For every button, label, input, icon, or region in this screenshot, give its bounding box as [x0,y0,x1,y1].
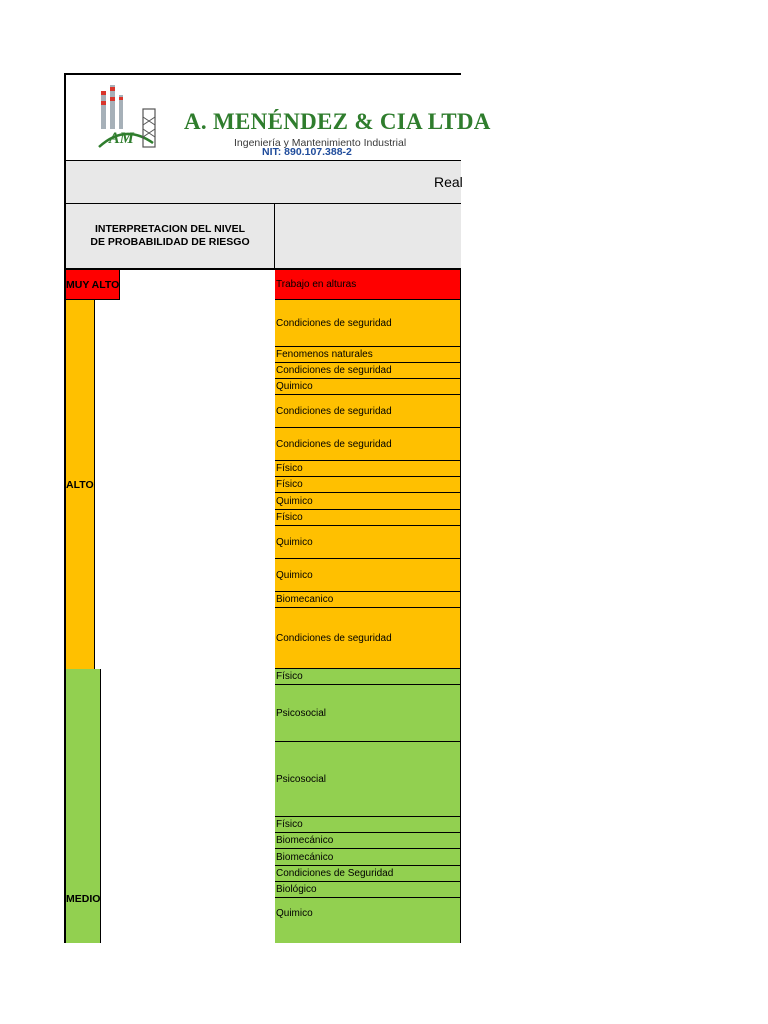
list-item: Quimico [275,493,461,510]
list-item: Quimico [275,898,461,943]
list-item: Quimico [275,379,461,395]
company-nit: NIT: 890.107.388-2 [262,146,352,158]
list-item: Físico [275,817,461,833]
list-item: Condiciones de seguridad [275,428,461,461]
list-item: Físico [275,510,461,526]
column-header-interpretation: INTERPRETACION DEL NIVEL DE PROBABILIDAD DE RIESGO [64,204,275,270]
list-item: Físico [275,461,461,477]
list-item: Biomecanico [275,592,461,608]
plant-icon [95,103,161,155]
list-item: Psicosocial [275,742,461,817]
title-row [64,161,461,204]
list-item: Condiciones de seguridad [275,608,461,669]
list-item: Fenomenos naturales [275,347,461,363]
svg-text:AM: AM [109,130,134,147]
level-medio: MEDIO [64,669,101,943]
list-item: Físico [275,477,461,493]
list-item: Condiciones de seguridad [275,300,461,347]
page-title: Real [434,174,463,190]
list-item: Biomecánico [275,833,461,849]
risk-table-sheet [64,73,491,943]
list-item: Quimico [275,526,461,559]
header-logo-row [64,73,491,161]
level-muy-alto: MUY ALTO [64,270,120,300]
company-subtitle: Ingeniería y Mantenimiento Industrial [234,137,407,149]
list-item: Condiciones de seguridad [275,395,461,428]
list-item: Trabajo en alturas [275,270,461,300]
column-header-risk-type [275,204,461,270]
company-name: A. MENÉNDEZ & CIA LTDA [184,109,491,134]
list-item: Físico [275,669,461,685]
list-item: Condiciones de Seguridad [275,866,461,882]
list-item: Biológico [275,882,461,898]
list-item: Condiciones de seguridad [275,363,461,379]
list-item: Psicosocial [275,685,461,742]
list-item: Biomecánico [275,849,461,866]
level-alto: ALTO [64,300,95,669]
list-item: Quimico [275,559,461,592]
